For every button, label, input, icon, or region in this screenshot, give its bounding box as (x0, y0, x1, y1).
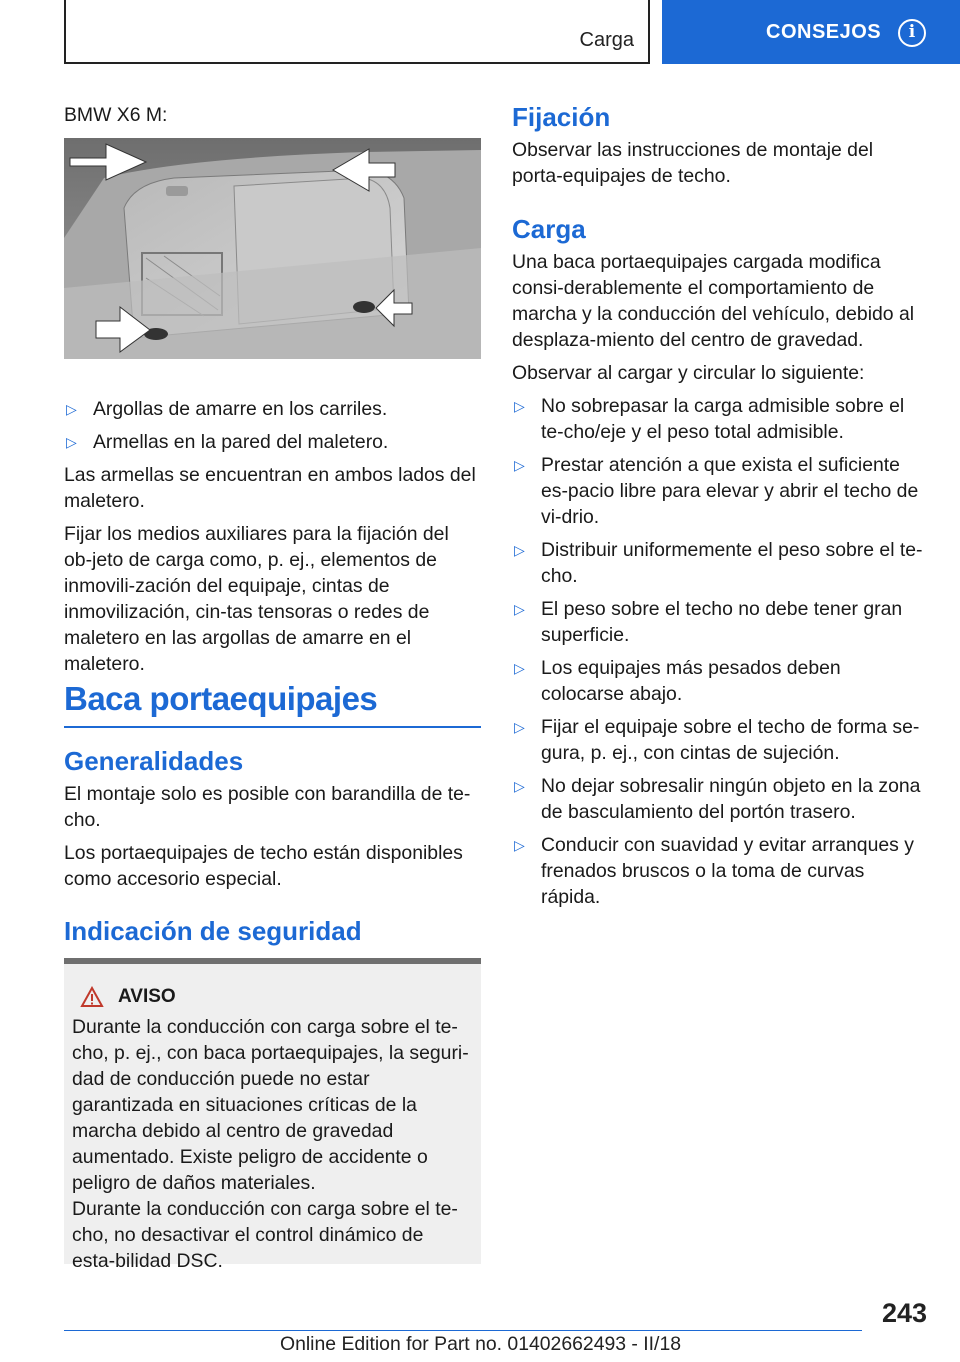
paragraph: Fijar los medios auxiliares para la fijación del ob‐jeto de carga como, p. ej., elementos de inmovili‐zación del equipaje, cintas de inmovilización, cin‐tas tensoras o redes de maletero en las argollas de amarre en el maletero. (64, 523, 449, 675)
page-number: 243 (881, 1298, 927, 1328)
paragraph: Una baca portaequipajes cargada modifica consi‐derablemente el comportamiento de marcha y la conducción del vehículo, debido al desplaza‐miento del centro de gravedad. (512, 251, 915, 351)
trunk-photo (64, 138, 481, 359)
list-item: ▷ Argollas de amarre en los carriles. (66, 398, 388, 420)
tab-consejos-label: CONSEJOS (766, 20, 882, 43)
left-text-block (64, 396, 482, 684)
list-item: ▷ No dejar sobresalir ningún objeto en la zona de basculamiento del portón trasero. (514, 775, 921, 823)
paragraph: Las armellas se encuentran en ambos lados del maletero. (64, 464, 476, 512)
header-section-box (64, 0, 650, 64)
heading-divider (64, 726, 481, 728)
paragraph: Observar al cargar y circular lo siguiente: (512, 362, 865, 384)
triangle-bullet-icon: ▷ (514, 837, 525, 853)
triangle-bullet-icon: ▷ (514, 601, 525, 617)
section-title: Carga (579, 29, 634, 51)
footer-divider (64, 1330, 862, 1331)
triangle-bullet-icon: ▷ (514, 778, 525, 794)
triangle-bullet-icon: ▷ (514, 660, 525, 676)
list-item: ▷ Los equipajes más pesados deben colocarse abajo. (514, 657, 841, 705)
subheading-fixation: Fijación (512, 102, 611, 132)
warning-triangle-icon (80, 986, 104, 1008)
warning-box (64, 958, 481, 1272)
triangle-bullet-icon: ▷ (514, 398, 525, 414)
model-label: BMW X6 M: (64, 104, 168, 126)
subheading-general: Generalidades (64, 746, 244, 776)
warning-text: Durante la conducción con carga sobre el te‐cho, p. ej., con baca portaequipajes, la seguri‐dad de conducción puede no estar garantizada en situaciones críticas de la marcha debido al centro de gravedad aumentado. Existe peligro de accidente o peligro de daños materiales. (72, 1016, 469, 1194)
load-bullets (512, 393, 928, 910)
subheading-safety: Indicación de seguridad (64, 916, 362, 946)
list-item: ▷ Conducir con suavidad y evitar arranques y frenados bruscos o la toma de curvas rápida. (514, 834, 914, 908)
tab-consejos[interactable] (662, 0, 960, 64)
triangle-bullet-icon: ▷ (514, 457, 525, 473)
list-item: ▷ El peso sobre el techo no debe tener gran superficie. (514, 598, 903, 646)
section-heading: Baca portaequipajes (64, 680, 378, 717)
list-item: ▷ Armellas en la pared del maletero. (66, 431, 389, 453)
edition-footer: Online Edition for Part no. 01402662493 - II/18 (280, 1333, 682, 1355)
paragraph: Observar las instrucciones de montaje del porta‐equipajes de techo. (512, 139, 874, 187)
warning-text: Durante la conducción con carga sobre el te‐cho, no desactivar el control dinámico de esta‐bilidad DSC. (72, 1198, 458, 1272)
triangle-bullet-icon: ▷ (514, 542, 525, 558)
info-icon[interactable]: i (898, 19, 926, 47)
triangle-bullet-icon: ▷ (66, 434, 77, 450)
subheading-load: Carga (512, 214, 586, 244)
list-item: ▷ Prestar atención a que exista el suficiente es‐pacio libre para elevar y abrir el techo de vi‐drio. (514, 454, 919, 528)
list-item: ▷ Distribuir uniformemente el peso sobre el te‐cho. (514, 539, 923, 587)
warning-title: AVISO (118, 986, 176, 1007)
list-item: ▷ Fijar el equipaje sobre el techo de forma se‐gura, p. ej., con cintas de sujeción. (514, 716, 920, 764)
triangle-bullet-icon: ▷ (514, 719, 525, 735)
triangle-bullet-icon: ▷ (66, 401, 77, 417)
list-item: ▷ No sobrepasar la carga admisible sobre el te‐cho/eje y el peso total admisible. (514, 395, 905, 443)
anchor-bullets (64, 396, 482, 455)
paragraph: El montaje solo es posible con barandilla de te‐cho. (64, 783, 471, 831)
paragraph: Los portaequipajes de techo están disponibles como accesorio especial. (64, 842, 463, 890)
